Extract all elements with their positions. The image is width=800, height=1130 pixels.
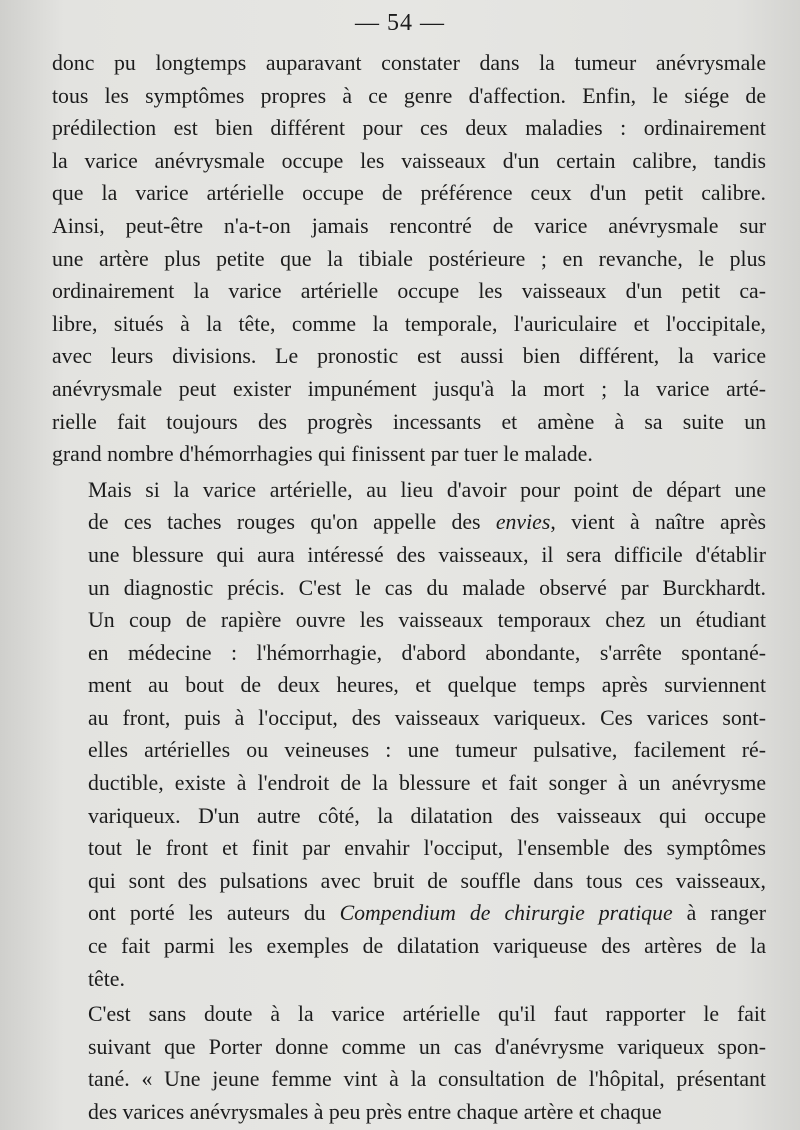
page-number: — 54 — [355,10,445,36]
text-line: anévrysmale peut exister impunément jusqu'à la mort ; la varice arté- [52,376,766,401]
text-line: de ces taches rouges qu'on appelle des envies, vient à naître après [88,510,766,535]
text-line: un diagnostic précis. C'est le cas du malade observé par Burckhardt. [88,575,766,600]
text-line: ce fait parmi les exemples de dilatation variqueuse des artères de la [88,934,766,959]
text-line: rielle fait toujours des progrès incessants et amène à sa suite un [52,409,766,434]
text-line: la varice anévrysmale occupe les vaisseaux d'un certain calibre, tandis [52,148,766,173]
text-line: tané. « Une jeune femme vint à la consultation de l'hôpital, présentant [88,1067,766,1092]
text-line: suivant que Porter donne comme un cas d'anévrysme variqueux spon- [88,1034,766,1059]
paragraph [52,474,766,996]
text-line: qui sont des pulsations avec bruit de souffle dans tous ces vaisseaux, [88,868,766,893]
text-line: libre, situés à la tête, comme la temporale, l'auriculaire et l'occipitale, [52,311,766,336]
text-line: ment au bout de deux heures, et quelque temps après surviennent [88,673,766,698]
text-line: tête. [88,966,125,991]
text-line: Un coup de rapière ouvre les vaisseaux temporaux chez un étudiant [88,608,766,633]
paragraph [52,998,766,1128]
text-line: une blessure qui aura intéressé des vaisseaux, il sera difficile d'établir [88,542,766,567]
text-line: des varices anévrysmales à peu près entre chaque artère et chaque [88,1100,662,1124]
text-line: ordinairement la varice artérielle occupe les vaisseaux d'un petit ca- [52,279,766,304]
text-line: que la varice artérielle occupe de préférence ceux d'un petit calibre. [52,181,766,206]
body-text [52,47,766,1129]
text-line: grand nombre d'hémorrhagies qui finissent par tuer le malade. [52,442,593,467]
text-line: Mais si la varice artérielle, au lieu d'avoir pour point de départ une [88,477,766,502]
text-line: en médecine : l'hémorrhagie, d'abord abondante, s'arrête spontané- [88,640,766,665]
text-line: Ainsi, peut-être n'a-t-on jamais rencontré de varice anévrysmale sur [52,213,766,238]
paragraph [52,47,766,471]
text-line: au front, puis à l'occiput, des vaisseaux variqueux. Ces varices sont- [88,705,766,730]
text-line: avec leurs divisions. Le pronostic est aussi bien différent, la varice [52,344,766,369]
text-line: variqueux. D'un autre côté, la dilatation des vaisseaux qui occupe [88,803,766,828]
text-line: une artère plus petite que la tibiale postérieure ; en revanche, le plus [52,246,766,271]
text-line: elles artérielles ou veineuses : une tumeur pulsative, facilement ré- [88,738,766,763]
text-line: prédilection est bien différent pour ces deux maladies : ordinairement [52,116,766,141]
text-line: C'est sans doute à la varice artérielle qu'il faut rapporter le fait [88,1002,766,1027]
text-line: donc pu longtemps auparavant constater dans la tumeur anévrysmale [52,51,766,75]
text-line: tout le front et finit par envahir l'occiput, l'ensemble des symptômes [88,836,766,861]
text-line: ont porté les auteurs du Compendium de chirurgie pratique à ranger [88,901,766,926]
text-line: tous les symptômes propres à ce genre d'affection. Enfin, le siége de [52,83,766,108]
text-line: ductible, existe à l'endroit de la blessure et fait songer à un anévrysme [88,771,766,796]
